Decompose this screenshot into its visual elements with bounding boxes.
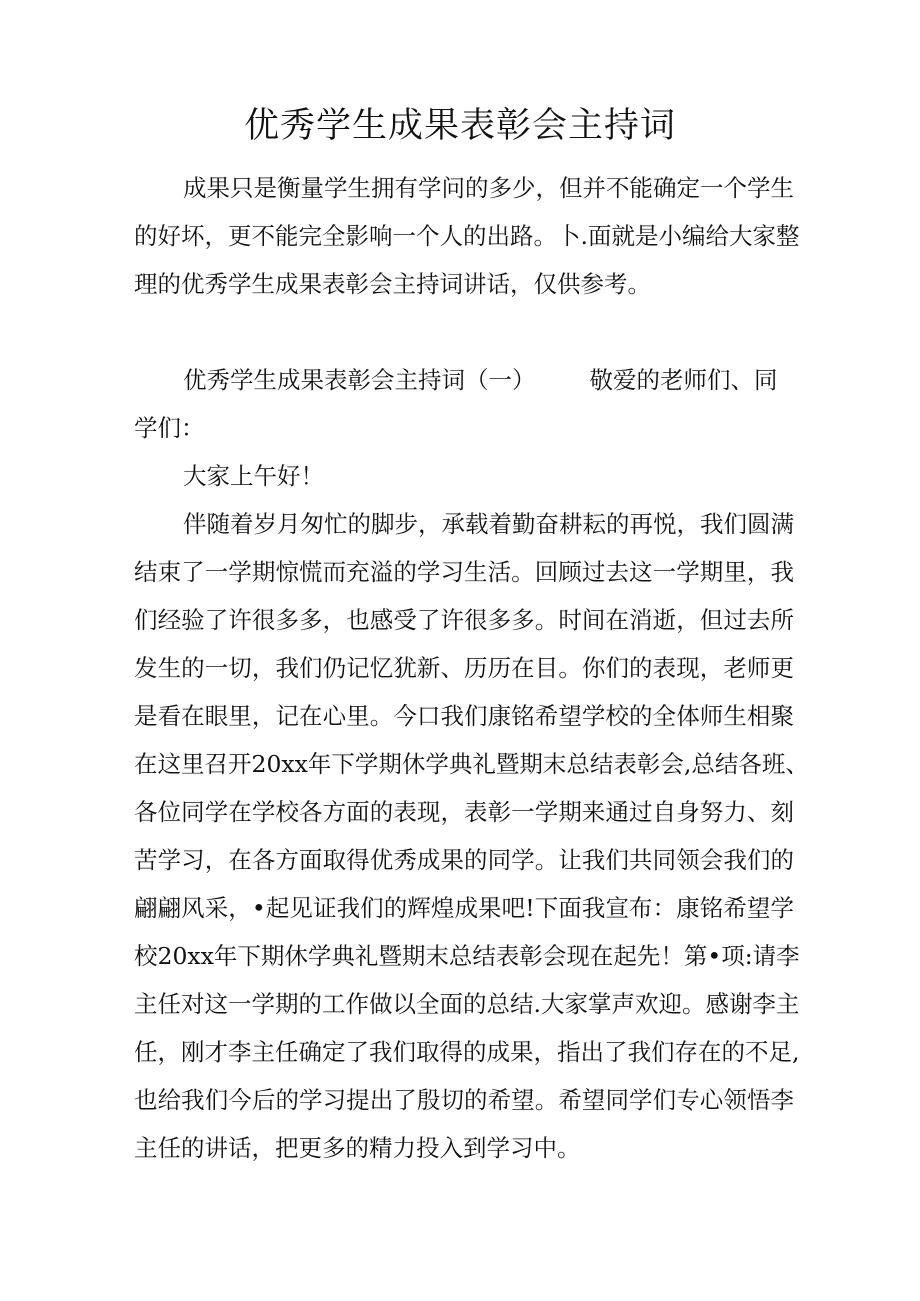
body-line-13: 也给我们今后的学习提出了殷切的希望。希望同学们专心领悟李	[134, 1086, 794, 1114]
body-line-2: 结束了一学期惊慌而充溢的学习生活。回顾过去这一学期里，我	[134, 558, 794, 586]
intro-line-3: 理的优秀学生成果表彰会主持词讲话，仅供参考。	[134, 270, 651, 298]
body-line-7: 各位同学在学校各方面的表现，表彰一学期来通过自身努力、刻	[134, 798, 794, 826]
section-heading: 优秀学生成果表彰会主持词（一）	[183, 366, 536, 394]
body-line-3: 们经验了许很多多，也感受了许很多多。时间在消逝，但过去所	[134, 606, 794, 634]
document-title: 优秀学生成果表彰会主持词	[243, 106, 676, 146]
body-line-4: 发生的一切，我们仍记忆犹新、历历在目。你们的表现，老师更	[134, 654, 794, 682]
greeting: 大家上午好！	[183, 462, 324, 490]
body-line-8: 苦学习，在各方面取得优秀成果的同学。让我们共同领会我们的	[134, 846, 794, 874]
body-line-5: 是看在眼里，记在心里。今口我们康铭希望学校的全体师生相聚	[134, 702, 794, 730]
body-line-14: 主任的讲话，把更多的精力投入到学习中。	[134, 1134, 581, 1162]
body-line-6: 在这里召开20xx年下学期休学典礼暨期末总结表彰会,总结各班、	[134, 750, 809, 778]
section-heading-line	[183, 360, 783, 400]
address-part-2: 学们：	[134, 414, 205, 442]
address-part-1: 敬爱的老师们、同	[589, 366, 778, 394]
body-line-12: 任，刚才李主任确定了我们取得的成果，指出了我们存在的不足,	[134, 1038, 800, 1066]
body-line-11: 主任对这一学期的工作做以全面的总结.大家掌声欢迎。感谢李主	[134, 990, 800, 1018]
intro-line-2: 的好坏，更不能完全影响一个人的出路。卜.面就是小编给大家整	[134, 222, 800, 250]
intro-line-1: 成果只是衡量学生拥有学问的多少，但并不能确定一个学生	[183, 174, 794, 202]
body-line-9: 翩翩风采，•起见证我们的辉煌成果吧!下面我宣布：康铭希望学	[134, 894, 794, 922]
body-line-10: 校20xx年下期休学典礼暨期末总结表彰会现在起先！第•项:请李	[134, 942, 800, 970]
body-line-1: 伴随着岁月匆忙的脚步，承载着勤奋耕耘的再悦，我们圆满	[183, 510, 794, 538]
